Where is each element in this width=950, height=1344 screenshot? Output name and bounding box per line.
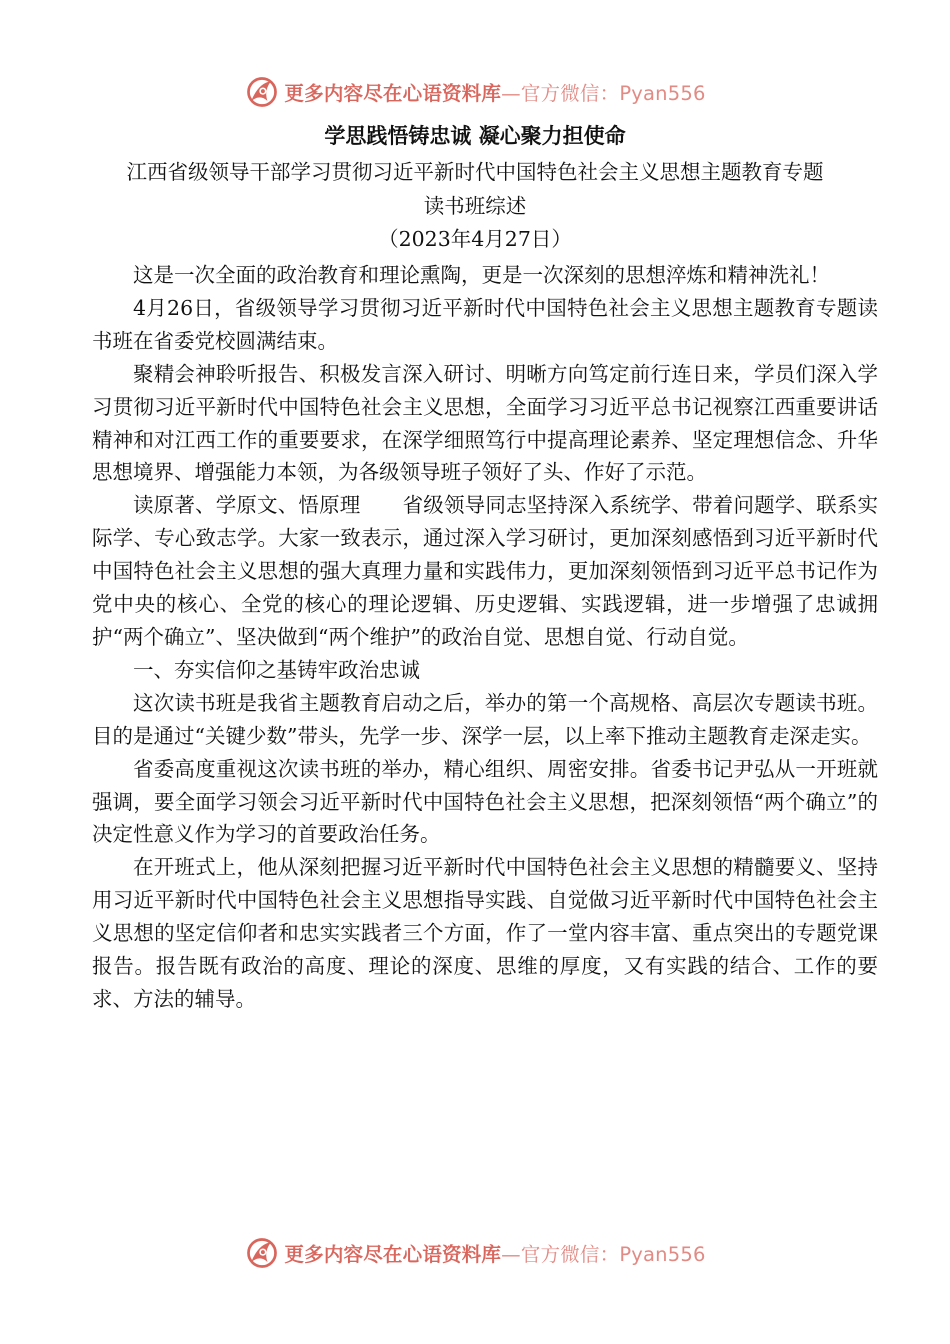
body-paragraph: 这次读书班是我省主题教育启动之后，举办的第一个高规格、高层次专题读书班。目的是通过“关键少数”带头，先学一步、深学一层，以上率下推动主题教育走深走实。 [92, 690, 878, 748]
document-subtitle-line2: 读书班综述 [423, 194, 527, 218]
section-heading: 一、夯实信仰之基铸牢政治忠诚 [133, 657, 420, 682]
watermark-sub-text: —官方微信：Pyan556 [501, 1243, 706, 1266]
watermark-main-text: 更多内容尽在心语资料库 [284, 82, 502, 105]
body-paragraph: 聚精会神聆听报告、积极发言深入研讨、明晰方向笃定前行连日来，学员们深入学习贯彻习近平新时代中国特色社会主义思想，全面学习习近平总书记视察江西重要讲话精神和对江西工作的重要要求，在深学细照笃行中提高理论素养、坚定理想信念、升华思想境界、增强能力本领，为各级领导班子领好了头、作好了示范。 [92, 361, 878, 485]
flower-logo-icon [244, 1235, 280, 1271]
document-subtitle-line1: 江西省级领导干部学习贯彻习近平新时代中国特色社会主义思想主题教育专题 [126, 160, 824, 184]
watermark-main-text: 更多内容尽在心语资料库 [284, 1243, 502, 1266]
body-paragraph: 在开班式上，他从深刻把握习近平新时代中国特色社会主义思想的精髓要义、坚持用习近平新时代中国特色社会主义思想指导实践、自觉做习近平新时代中国特色社会主义思想的坚定信仰者和忠实实践者三个方面，作了一堂内容丰富、重点突出的专题党课报告。报告既有政治的高度、理论的深度、思维的厚度，又有实践的结合、工作的要求、方法的辅导。 [92, 855, 878, 1011]
footer-watermark-banner [0, 1231, 950, 1275]
document-body [92, 259, 878, 1016]
document-title: 学思践悟铸忠诚 凝心聚力担使命 [324, 123, 626, 148]
watermark-sub-text: —官方微信：Pyan556 [501, 82, 706, 105]
header-watermark-banner [0, 70, 950, 114]
paragraph-text: 省级领导同志坚持深入系统学、带着问题学、联系实际学、专心致志学。大家一致表示，通过深入学习研讨，更加深刻感悟到习近平新时代中国特色社会主义思想的强大真理力量和实践伟力，更加深刻领悟到习近平总书记作为党中央的核心、全党的核心的理论逻辑、历史逻辑、实践逻辑，进一步增强了忠诚拥护“两个确立”、坚决做到“两个维护”的政治自觉、思想自觉、行动自觉。 [92, 493, 879, 649]
body-paragraph: 这是一次全面的政治教育和理论熏陶，更是一次深刻的思想淬炼和精神洗礼！ [133, 263, 830, 287]
document-date: （2023年4月27日） [378, 227, 572, 251]
flower-logo-icon [244, 74, 280, 110]
body-paragraph: 省委高度重视这次读书班的举办，精心组织、周密安排。省委书记尹弘从一开班就强调，要全面学习领会习近平新时代中国特色社会主义思想，把深刻领悟“两个确立”的决定性意义作为学习的首要政治任务。 [92, 756, 878, 847]
paragraph-lead-heading: 读原著、学原文、悟原理 [133, 493, 361, 518]
body-paragraph: 4月26日，省级领导学习贯彻习近平新时代中国特色社会主义思想主题教育专题读书班在省委党校圆满结束。 [92, 295, 878, 353]
body-paragraph [92, 489, 878, 654]
